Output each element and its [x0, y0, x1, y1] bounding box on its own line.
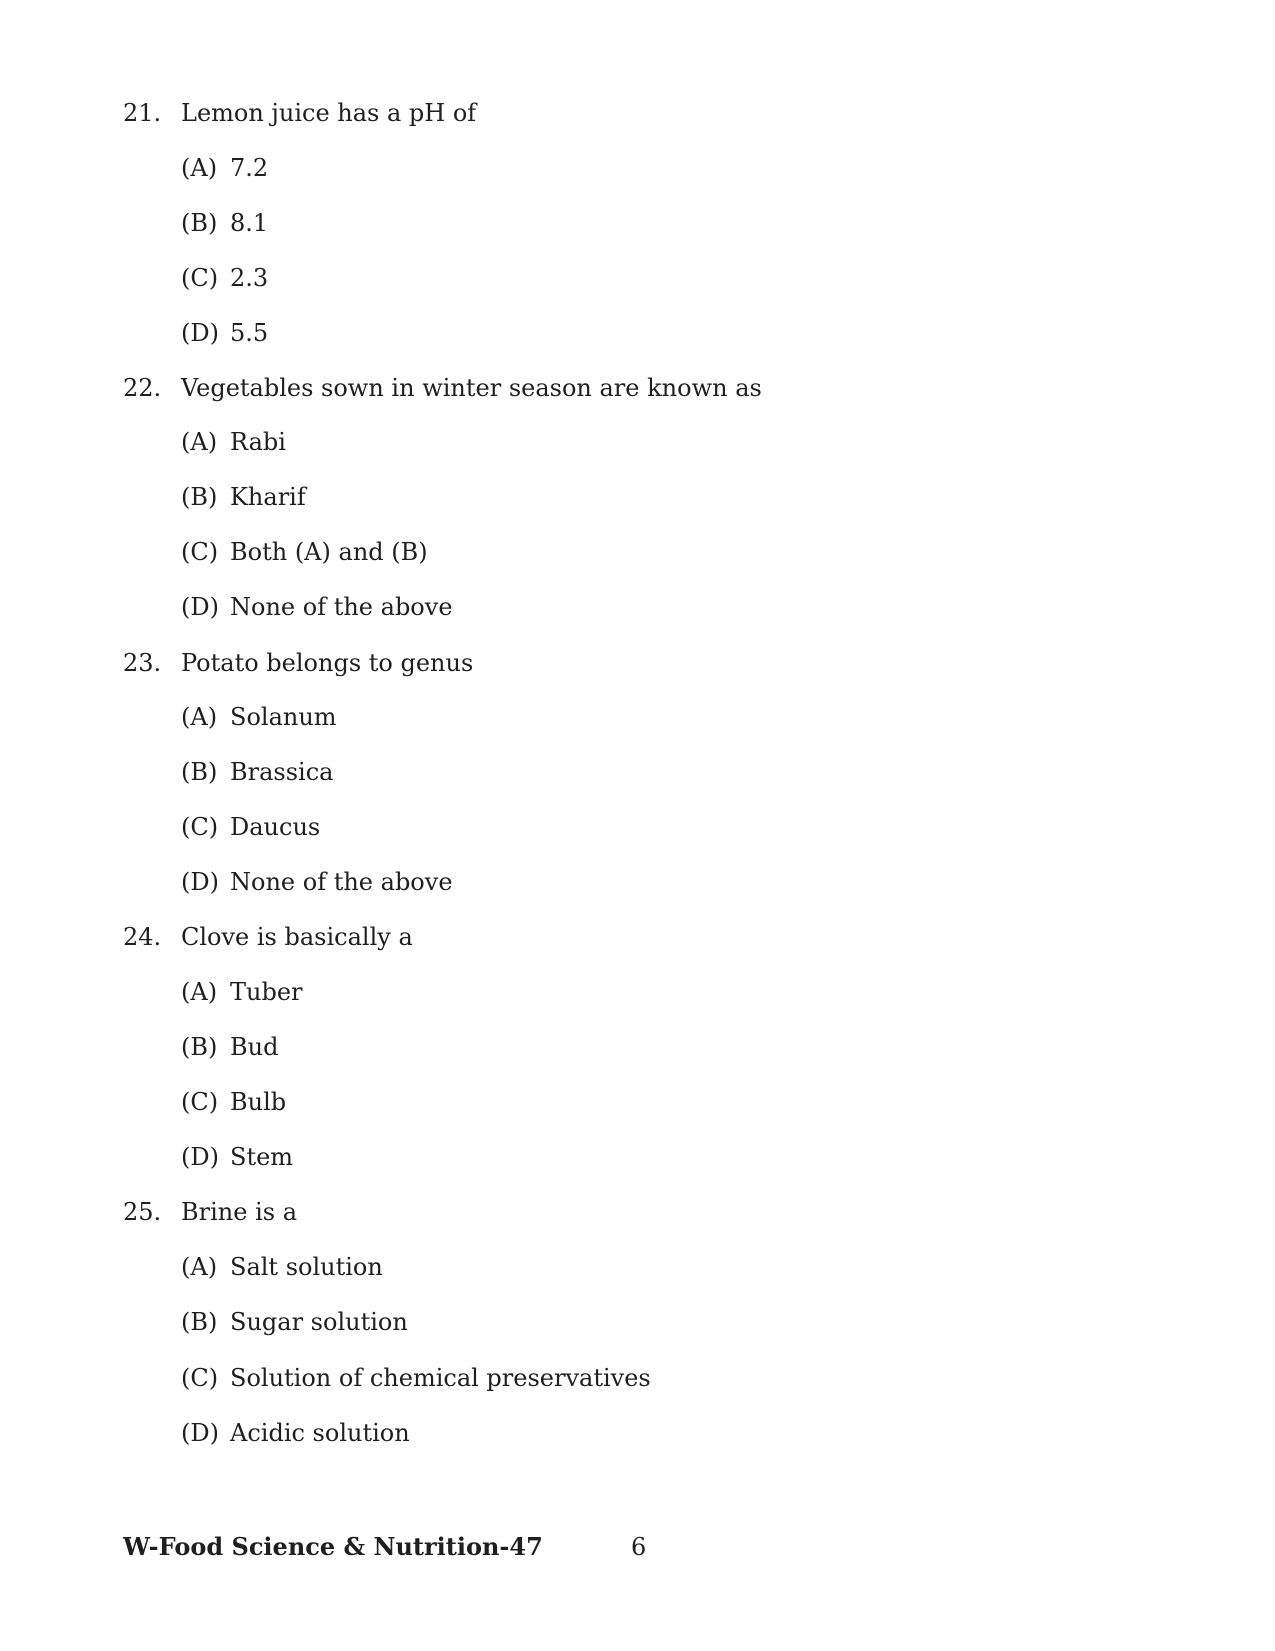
question-header: [123, 922, 413, 952]
option-text: Brassica: [230, 758, 334, 786]
option-c: [181, 537, 428, 567]
option-b: [181, 208, 268, 238]
option-letter: (C): [181, 1088, 219, 1116]
option-c: [181, 1087, 286, 1117]
question-text: Vegetables sown in winter season are known as: [181, 374, 762, 402]
question-text: Lemon juice has a pH of: [181, 99, 477, 127]
option-letter: (A): [181, 428, 218, 456]
option-b: [181, 1032, 278, 1062]
option-c: [181, 812, 320, 842]
page-number: 6: [631, 1533, 647, 1561]
option-text: Kharif: [230, 483, 306, 511]
option-text: None of the above: [230, 593, 453, 621]
option-c: [181, 1363, 651, 1393]
option-letter: (A): [181, 154, 218, 182]
option-d: [181, 592, 453, 622]
option-letter: (B): [181, 1033, 218, 1061]
option-letter: (B): [181, 209, 218, 237]
option-text: Stem: [230, 1143, 294, 1171]
option-text: Daucus: [230, 813, 321, 841]
question-text: Brine is a: [181, 1198, 298, 1226]
option-text: Salt solution: [230, 1253, 383, 1281]
option-letter: (B): [181, 483, 218, 511]
option-text: Acidic solution: [230, 1419, 410, 1447]
option-letter: (C): [181, 264, 219, 292]
option-a: [181, 1252, 383, 1282]
option-d: [181, 1142, 293, 1172]
option-letter: (A): [181, 978, 218, 1006]
option-text: Solution of chemical preservatives: [230, 1364, 651, 1392]
question-number: 25.: [123, 1198, 162, 1226]
question-number: 21.: [123, 99, 162, 127]
option-text: Tuber: [230, 978, 303, 1006]
paper-code: W-Food Science & Nutrition-47: [123, 1532, 543, 1561]
option-b: [181, 482, 306, 512]
option-text: Solanum: [230, 703, 337, 731]
question-text: Clove is basically a: [181, 923, 413, 951]
option-letter: (D): [181, 868, 219, 896]
question-header: [123, 373, 762, 403]
option-text: 7.2: [230, 154, 269, 182]
question-text: Potato belongs to genus: [181, 649, 474, 677]
option-letter: (B): [181, 758, 218, 786]
option-letter: (D): [181, 1143, 219, 1171]
option-letter: (C): [181, 538, 219, 566]
option-text: Sugar solution: [230, 1308, 408, 1336]
question-header: [123, 98, 476, 128]
option-a: [181, 153, 268, 183]
option-d: [181, 318, 268, 348]
option-text: 5.5: [230, 319, 269, 347]
option-text: Bud: [230, 1033, 279, 1061]
option-a: [181, 702, 337, 732]
option-letter: (D): [181, 319, 219, 347]
option-text: Rabi: [230, 428, 286, 456]
option-c: [181, 263, 268, 293]
option-letter: (B): [181, 1308, 218, 1336]
option-text: Bulb: [230, 1088, 287, 1116]
footer-title: [123, 1532, 543, 1562]
option-text: 8.1: [230, 209, 269, 237]
option-b: [181, 757, 333, 787]
question-number: 23.: [123, 649, 162, 677]
option-letter: (D): [181, 1419, 219, 1447]
question-header: [123, 648, 473, 678]
question-number: 24.: [123, 923, 162, 951]
question-header: [123, 1197, 297, 1227]
question-number: 22.: [123, 374, 162, 402]
option-letter: (A): [181, 703, 218, 731]
option-d: [181, 867, 453, 897]
option-letter: (D): [181, 593, 219, 621]
option-letter: (C): [181, 1364, 219, 1392]
option-text: Both (A) and (B): [230, 538, 428, 566]
option-text: None of the above: [230, 868, 453, 896]
option-a: [181, 977, 303, 1007]
option-letter: (C): [181, 813, 219, 841]
option-a: [181, 427, 286, 457]
option-b: [181, 1307, 408, 1337]
option-text: 2.3: [230, 264, 269, 292]
option-letter: (A): [181, 1253, 218, 1281]
option-d: [181, 1418, 410, 1448]
